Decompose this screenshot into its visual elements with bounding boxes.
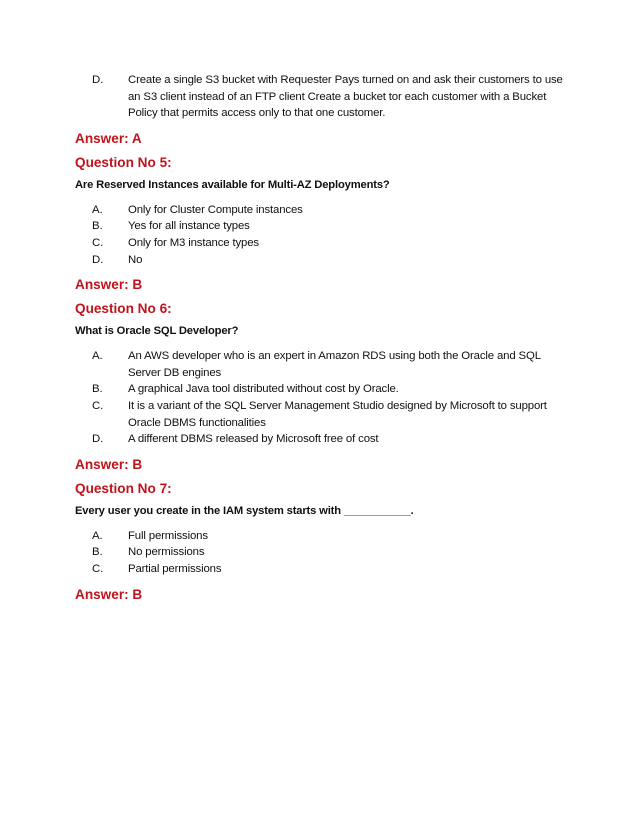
question-5-option-b: [92, 218, 575, 235]
question-7-option-c: [92, 561, 575, 578]
option-letter: C.: [92, 236, 104, 249]
option-text: Yes for all instance types: [128, 220, 250, 233]
answer-question-7: Answer: B: [75, 586, 143, 602]
question-6-text: What is Oracle SQL Developer?: [75, 325, 239, 338]
option-text: Only for M3 instance types: [128, 236, 259, 249]
question-6-option-c: [92, 398, 575, 431]
question-7-option-a: [92, 528, 575, 545]
question-6-options: [75, 348, 575, 448]
question-6-option-a: [92, 348, 575, 381]
option-text: It is a variant of the SQL Server Management Studio designed by Microsoft to support Oracle DBMS functionalities: [128, 399, 547, 429]
question-7-option-b: [92, 544, 575, 561]
option-letter: B.: [92, 220, 103, 233]
option-letter: B.: [92, 546, 103, 559]
option-letter: D.: [92, 433, 104, 446]
option-text: No: [128, 253, 143, 266]
question-5-options: [75, 202, 575, 268]
question-7-options: [75, 528, 575, 578]
option-text: No permissions: [128, 546, 205, 559]
question-6-option-b: [92, 381, 575, 398]
answer-question-4: Answer: A: [75, 130, 142, 146]
option-text: Create a single S3 bucket with Requester Pays turned on and ask their customers to use an S3 client instead of an FTP client Create a bucket tor each customer with a Bucket Policy that permits access only to that one customer.: [128, 74, 563, 120]
question-5-heading: Question No 5:: [75, 154, 172, 170]
option-letter: B.: [92, 383, 103, 396]
option-letter: A.: [92, 350, 103, 363]
question-4-option-d: [92, 72, 575, 122]
option-letter: D.: [92, 74, 104, 86]
question-5-option-a: [92, 202, 575, 219]
option-text: Only for Cluster Compute instances: [128, 203, 303, 216]
option-text: Partial permissions: [128, 562, 222, 575]
answer-question-5: Answer: B: [75, 277, 143, 293]
question-7-text: Every user you create in the IAM system starts with ___________.: [75, 504, 414, 517]
question-5-text: Are Reserved Instances available for Multi-AZ Deployments?: [75, 178, 390, 191]
question-6-heading: Question No 6:: [75, 301, 172, 317]
question-5-option-d: [92, 252, 575, 269]
option-letter: C.: [92, 562, 104, 575]
document-content: [75, 72, 575, 610]
answer-question-6: Answer: B: [75, 456, 143, 472]
option-letter: A.: [92, 203, 103, 216]
option-letter: A.: [92, 529, 103, 542]
option-text: A different DBMS released by Microsoft free of cost: [128, 433, 379, 446]
option-text: An AWS developer who is an expert in Amazon RDS using both the Oracle and SQL Server DB engines: [128, 350, 541, 379]
question-6-option-d: [92, 431, 575, 448]
option-letter: C.: [92, 399, 104, 412]
option-letter: D.: [92, 253, 104, 266]
option-text: Full permissions: [128, 529, 208, 542]
question-5-option-c: [92, 235, 575, 252]
option-text: A graphical Java tool distributed without cost by Oracle.: [128, 383, 399, 396]
question-7-heading: Question No 7:: [75, 480, 172, 496]
